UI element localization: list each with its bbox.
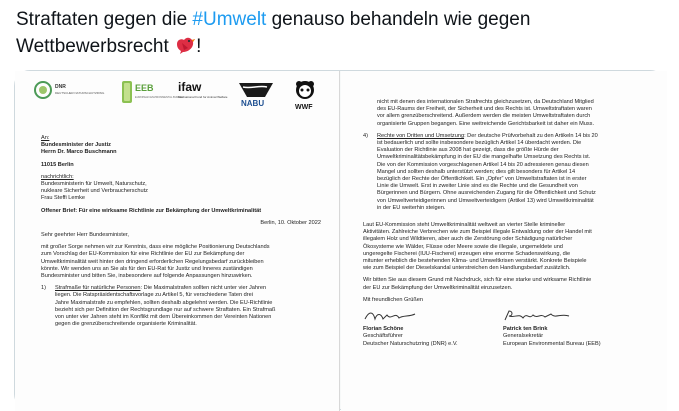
letter-right-body — [363, 99, 649, 353]
letter-recipient2: Herrn Dr. Marco Buschmann — [41, 149, 117, 156]
letter-page-right — [341, 71, 667, 411]
letter-intro-line: Umweltkriminalität weit hinter den dringend erforderlichen Regelungsbedarf zurückbleiben — [41, 258, 264, 265]
point4-line: Linie die Umwelt. Erst in zweiter Linie sind es die Rechte und die Gesundheit von — [377, 183, 578, 190]
logo-row — [33, 79, 323, 119]
point4-line: Evaluation der Richtlinie aus 2008 hat gezeigt, dass die größte Hürde der — [377, 147, 559, 154]
red-bird-icon — [174, 35, 196, 55]
dnr-logo — [33, 79, 105, 106]
sig2-role: Generalsekretär — [503, 333, 544, 340]
letter-intro — [41, 244, 321, 280]
letter-salutation: Sehr geehrter Herr Bundesminister, — [41, 232, 129, 239]
letter-intro-line: zum Vorschlag der EU-Kommission für eine Richtlinie der EU zur Bekämpfung der — [41, 251, 245, 258]
point4-line: : Der deutsche Prüfvorbehalt zu den Artikeln 14 bis 20 — [464, 132, 598, 139]
letter-date: Berlin, 10. Oktober 2022 — [260, 219, 321, 226]
tweet-text — [16, 6, 666, 60]
point4-line: Die von der Kommission vorgeschlagenen Artikel 14 bis 20 adressieren genau diesen — [377, 161, 589, 168]
sig1-name: Florian Schöne — [363, 326, 404, 333]
wwf-logo-name: WWF — [295, 104, 313, 111]
para2-line: wie zum Beispiel der Dieselskandal unterstreichen den Handlungsbedarf zusätzlich. — [363, 265, 571, 272]
dnr-logo-name: DNR — [55, 84, 66, 90]
tweet-media[interactable] — [14, 70, 666, 410]
letter-intro-line: mit großer Sorge nehmen wir zur Kenntnis, dass eine mögliche Positionierung Deutschlands — [41, 244, 270, 251]
point4-line: bezüglich der Rechte der Öffentlichkeit. Ein „Opfer“ von Umweltstraftaten ist in erster — [377, 176, 587, 183]
para3-line: Wir bitten Sie aus diesem Grund mit Nachdruck, sich für eine starke und wirksame Richtlinie — [363, 277, 592, 284]
point1-title: Strafmaße für natürliche Personen — [55, 285, 141, 292]
right-top-line: nicht mit denen des internationalen Strafrechts gleichzusetzen, da Deutschland Mitglied — [377, 99, 594, 105]
point1-line: bezieht sich per Definition der Rechtsgrundlage nur auf schwere Straftaten. Ein Strafmaß — [55, 306, 276, 313]
letter-intro-line: könnte. Wir wenden uns an Sie als für den EU-Rat für Justiz und Inneres zuständigen — [41, 265, 253, 272]
point4-line: Mangel und sollten deshalb unterstützt werden; dies gilt besonders für Artikel 14 — [377, 168, 576, 175]
letter-left-body — [41, 135, 321, 333]
letter-subject: Offener Brief: Für eine wirksame Richtlinie zur Bekämpfung der Umweltkriminalität — [41, 207, 262, 214]
point1-line: gegen die grenzüberschreitende organisierte Kriminalität. — [55, 321, 197, 328]
letter-point1 — [41, 285, 321, 328]
letter-para3 — [363, 277, 649, 291]
ifaw-logo — [177, 79, 227, 114]
letter-an: An: — [41, 135, 50, 141]
sig1-org: Deutscher Naturschutzring (DNR) e.V. — [363, 340, 458, 347]
sig2-org: European Environmental Bureau (EEB) — [503, 340, 601, 347]
letter-right-top — [363, 99, 649, 128]
letter-cc1: Bundesministerin für Umwelt, Naturschutz, — [41, 181, 147, 188]
para2-line: ungeregelte Fischerei (IUU-Fischerei) erzeugen eine enorme Schadenswirkung, die — [363, 250, 571, 257]
letter-para2 — [363, 222, 649, 272]
para3-line: der EU zur Bekämpfung der Umweltkriminalität einzusetzen. — [363, 284, 513, 291]
point4-title: Rechte von Dritten und Umsetzung — [377, 132, 465, 139]
nabu-logo-name: NABU — [241, 99, 265, 108]
signature-block — [363, 309, 649, 353]
right-top-line: organisierte Gruppen begangen. Eine weitreichende Gerichtsbarkeit ist daher ein Muss. — [377, 120, 595, 127]
point1-line: : Die Maximalstrafen sollten nicht unter vier Jahren — [140, 285, 267, 292]
point1-line: von unter vier Jahren steht im Konflikt mit dem Übereinkommen der Vereinten Nationen — [55, 314, 272, 321]
point1-line: Jahre Maximalstrafe zu empfehlen, sollten deshalb abgelehnt werden. Die EU-Richtlinie — [55, 299, 273, 306]
para2-line: Aktivitäten. Zahlreiche Verbrechen wie zum Beispiel illegale Entwaldung oder der Handel mit — [363, 229, 592, 236]
tweet-text-part3: ! — [196, 36, 202, 57]
wwf-logo — [291, 79, 319, 116]
right-top-line: vor allem grenzüberschreitend. Außerdem werden die meisten Umweltstraftaten durch — [377, 113, 591, 120]
point4-line: Umweltkriminalitätsbekämpfung in der EU die mangelhafte Umsetzung des Rechts ist. — [377, 154, 591, 161]
para2-line: Laut EU-Kommission steht Umweltkriminalität weltweit an vierter Stelle krimineller — [363, 222, 566, 229]
letter-cc3: Frau Steffi Lemke — [41, 195, 86, 202]
point1-line: liegen. Die Ratspräsidentschaftsvorlage zu Artikel 5, für verschiedene Taten drei — [55, 292, 253, 299]
eeb-logo-name: EEB — [135, 83, 154, 93]
ifaw-logo-name: ifaw — [178, 80, 202, 94]
tweet-text-part2: genauso behandeln wie gegen Wettbewerbsrecht — [16, 9, 531, 57]
signature-1 — [363, 309, 483, 348]
point4-line: Bürgerinnen und Bürgern. Ohne ausreichenden Zugang für die Öffentlichkeit und Schutz — [377, 190, 596, 197]
letter-recipient1: Bundesminister der Justiz — [41, 142, 111, 149]
letter-city: 11015 Berlin — [41, 161, 74, 168]
letter-page-left — [15, 71, 340, 411]
point4-line: in der EU weiterhin steigen. — [377, 204, 446, 211]
signature-scribble-1 — [363, 309, 423, 323]
letter-point4 — [363, 133, 649, 212]
letter-nachrichtlich: nachrichtlich: — [41, 173, 74, 180]
signature-2 — [503, 309, 643, 348]
para2-line: mitunter erheblich die bestehenden Klima- und Umweltkrisen verstärkt. Konkrete Beispiele — [363, 258, 587, 265]
para2-line: Ökosysteme wie Wälder, Flüsse oder Meere sowie die illegale, ungemeldete und — [363, 243, 563, 250]
letter-intro-line: Bundesminister und bitten Sie, insbesondere auf folgende Anpassungen hinzuwirken. — [41, 273, 253, 280]
point4-number: 4) — [363, 132, 368, 139]
tweet-text-part1: Straftaten gegen die — [16, 9, 193, 30]
eeb-logo — [121, 79, 184, 110]
para2-line: illegalem Holz und Wildtieren, aber auch die Zerstörung oder Schädigung natürlicher — [363, 236, 573, 243]
eeb-logo-sub: EUROPEAN ENVIRONMENTAL BUREAU — [135, 96, 184, 99]
sig1-role: Geschäftsführer — [363, 333, 403, 340]
signature-scribble-2 — [503, 309, 573, 323]
right-top-line: des EU-Raums der Freiheit, der Sicherheit und des Rechts ist. Umweltstraftaten waren — [377, 106, 592, 113]
letter-cc2: nukleare Sicherheit und Verbraucherschutz — [41, 188, 148, 195]
point1-number: 1) — [41, 285, 46, 292]
point4-line: ist bedauerlich und sollte insbesondere bezüglich Artikel 14 überdacht werden. Die — [377, 140, 582, 147]
point4-line: von Umweltverteidigerinnen und Umweltverteidigern (Artikel 13) wird Umweltkriminalität — [377, 197, 594, 204]
sig2-name: Patrick ten Brink — [503, 326, 548, 333]
hashtag-link[interactable]: #Umwelt — [192, 9, 267, 30]
letter-closing: Mit freundlichen Grüßen — [363, 296, 424, 303]
dnr-logo-sub: DEUTSCHER NATURSCHUTZRING — [55, 91, 105, 95]
nabu-logo — [233, 79, 279, 114]
ifaw-logo-sub: International Fund for Animal Welfare — [178, 95, 228, 99]
